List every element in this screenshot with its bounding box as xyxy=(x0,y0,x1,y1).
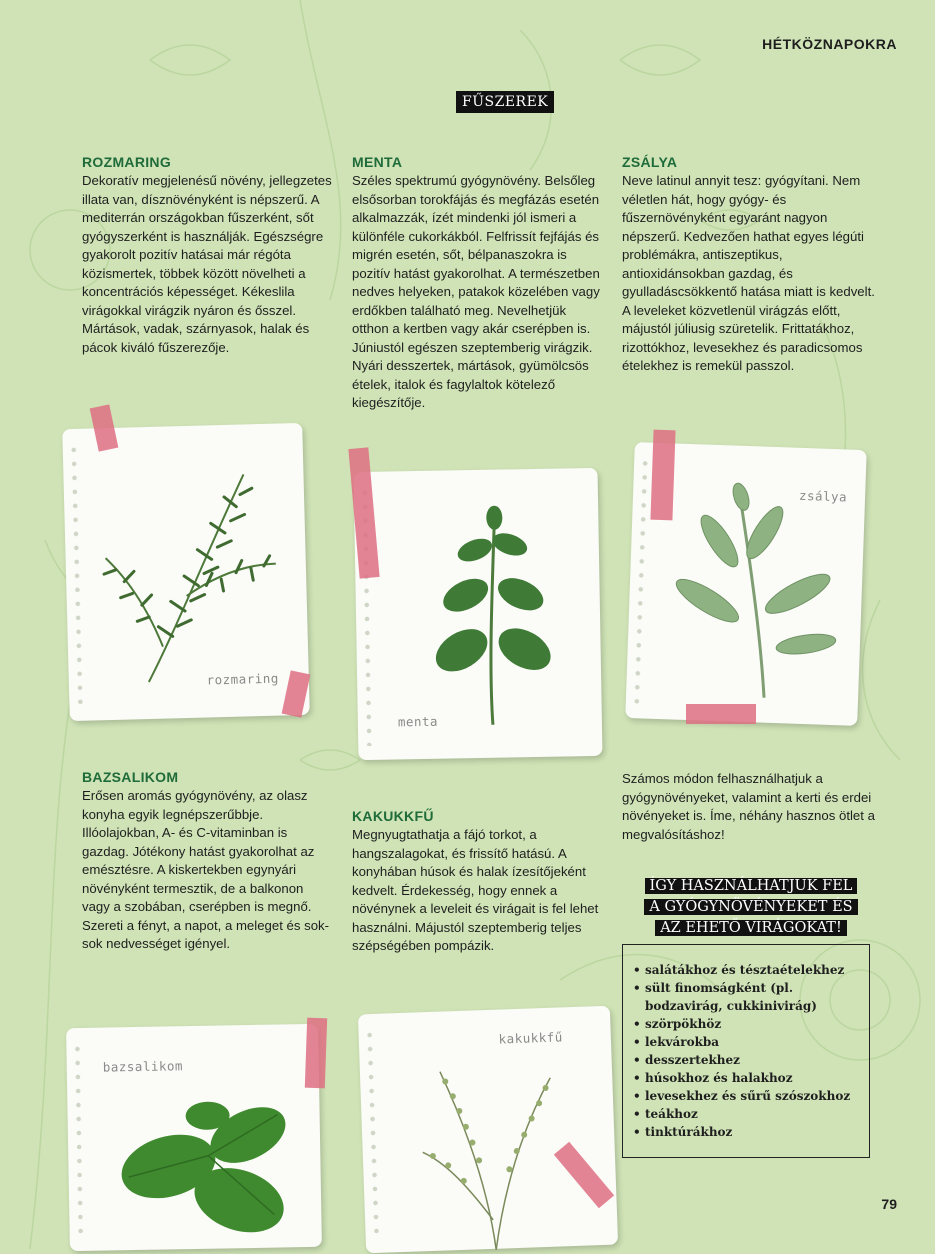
basil-leaves-icon xyxy=(107,1084,310,1247)
notebook-holes xyxy=(634,456,649,704)
card-label: rozmaring xyxy=(206,670,280,688)
photo-card-menta xyxy=(354,468,603,760)
section-header: HÉTKÖZNAPOKRA xyxy=(762,36,897,52)
herb-title: ZSÁLYA xyxy=(622,154,678,170)
page-number: 79 xyxy=(881,1196,897,1212)
herb-zsalya xyxy=(622,154,882,376)
tips-heading-line: ÍGY HASZNÁLHATJUK FEL xyxy=(645,878,858,894)
card-label: zsálya xyxy=(798,487,848,505)
tips-heading-line: A GYÓGYNÖVÉNYEKET ÉS xyxy=(644,899,857,915)
tape-strip xyxy=(305,1018,327,1089)
mint-sprig-icon xyxy=(394,498,568,731)
rosemary-sprig-icon xyxy=(83,453,289,688)
herb-title: KAKUKKFŰ xyxy=(352,808,434,824)
photo-card-rozmaring xyxy=(62,423,310,721)
list-item: • szörpökhöz xyxy=(633,1015,859,1033)
page-title: FŰSZEREK xyxy=(456,91,554,113)
photo-card-bazsalikom xyxy=(66,1024,322,1251)
list-item: • salátákhoz és tésztaételekhez xyxy=(633,961,859,979)
list-item: • desszertekhez xyxy=(633,1051,859,1069)
card-label: bazsalikom xyxy=(102,1058,184,1075)
herb-title: MENTA xyxy=(352,154,403,170)
sage-sprig-icon xyxy=(654,469,852,705)
tips-heading xyxy=(636,876,866,939)
herb-rozmaring xyxy=(82,154,332,357)
list-item: • sült finomságként (pl. bodzavirág, cukkinivirág) xyxy=(633,979,859,1015)
notebook-holes xyxy=(74,1042,83,1237)
herb-description: Széles spektrumú gyógynövény. Belsőleg elsősorban torokfájás és megfázás esetén alkalmazzák, ízét mindenki jól ismeri a különféle cukorkákból. Felfrissít fejfájás és migrén esetén, sőt, bélpanaszokra is pozitív hatást gyakorolhat. A természetben nedves helyeken, patakok közelében vagy erdőkben található meg. Nevelhetjük otthon a kertben vagy akár cserépben is. Júniustól egészen szeptemberig virágzik. Nyári desszertek, mártások, gyümölcsös ételek, italok és fagylaltok kötelező kiegészítője. xyxy=(352,173,600,410)
herb-menta xyxy=(352,154,604,413)
herb-kakukkfu xyxy=(352,808,604,956)
card-label: menta xyxy=(397,713,439,730)
tape-strip xyxy=(686,704,756,724)
herb-description: Megnyugtathatja a fájó torkot, a hangszalagokat, és frissítő hatású. A konyhában húsok és halak ízesítőjeként kedvelt. Érdekesség, hogy ennek a növénynek a leveleit és virágait is fel lehet használni. Májustól szeptemberig teljes szépségében pompázik. xyxy=(352,827,599,953)
herb-title: BAZSALIKOM xyxy=(82,769,179,785)
usage-intro: Számos módon felhasználhatjuk a gyógynövényeket, valamint a kerti és erdei növényeket is. Íme, néhány hasznos ötlet a megvalósításhoz! xyxy=(622,771,875,842)
tips-box xyxy=(622,944,870,1158)
herb-description: Dekoratív megjelenésű növény, jellegzetes illata van, dísznövényként is népszerű. A mediterrán országokban fűszerként, sőt gyógyszerként is használják. Egészségre gyakorolt pozitív hatásai már régóta közismertek, többek között növelheti a koncentrációs képességet. Kékeslila virágokkal virágzik nyáron és ősszel. Mártások, vadak, szárnyasok, halak és pácok kiváló fűszerezője. xyxy=(82,173,332,355)
list-item: • levesekhez és sűrű szószokhoz xyxy=(633,1087,859,1105)
notebook-holes xyxy=(366,1028,379,1239)
photo-card-kakukkfu xyxy=(358,1006,618,1254)
list-item: • lekvárokba xyxy=(633,1033,859,1051)
tips-list xyxy=(633,961,859,1141)
herb-description: Neve latinul annyit tesz: gyógyítani. Nem véletlen hát, hogy gyógy- és fűszernövényként egyaránt nagyon népszerű. Kedvezően hathat egyes légúti problémákra, antiszeptikus, antioxidánsokban gazdag, és gyulladáscsökkentő hatása miatt is kedvelt. A leveleket közvetlenül virágzás előtt, májustól júliusig szüretelik. Frittatákhoz, rizottókhoz, levesekhez és paradicsomos ételekhez is remekül passzol. xyxy=(622,173,875,373)
list-item: • húsokhoz és halakhoz xyxy=(633,1069,859,1087)
herb-description: Erősen aromás gyógynövény, az olasz konyha egyik legnépszerűbbje. Illóolajokban, A- és C-vitaminban is gazdag. Jótékony hatást gyakorolhat az emésztésre. A kiskertekben egynyári növényként termesztik, de a balkonon vagy a szobában, cserépben is megnő. Szereti a fényt, a napot, a meleget és sok-sok nedvességet igényel. xyxy=(82,788,330,951)
tips-heading-line: AZ EHETŐ VIRÁGOKAT! xyxy=(655,920,847,936)
card-label: kakukkfű xyxy=(498,1029,564,1047)
tape-strip xyxy=(650,430,675,521)
herb-bazsalikom xyxy=(82,769,332,954)
notebook-holes xyxy=(71,443,84,707)
list-item: • teákhoz xyxy=(633,1105,859,1123)
list-item: • tinktúrákhoz xyxy=(633,1123,859,1141)
herb-title: ROZMARING xyxy=(82,154,172,170)
